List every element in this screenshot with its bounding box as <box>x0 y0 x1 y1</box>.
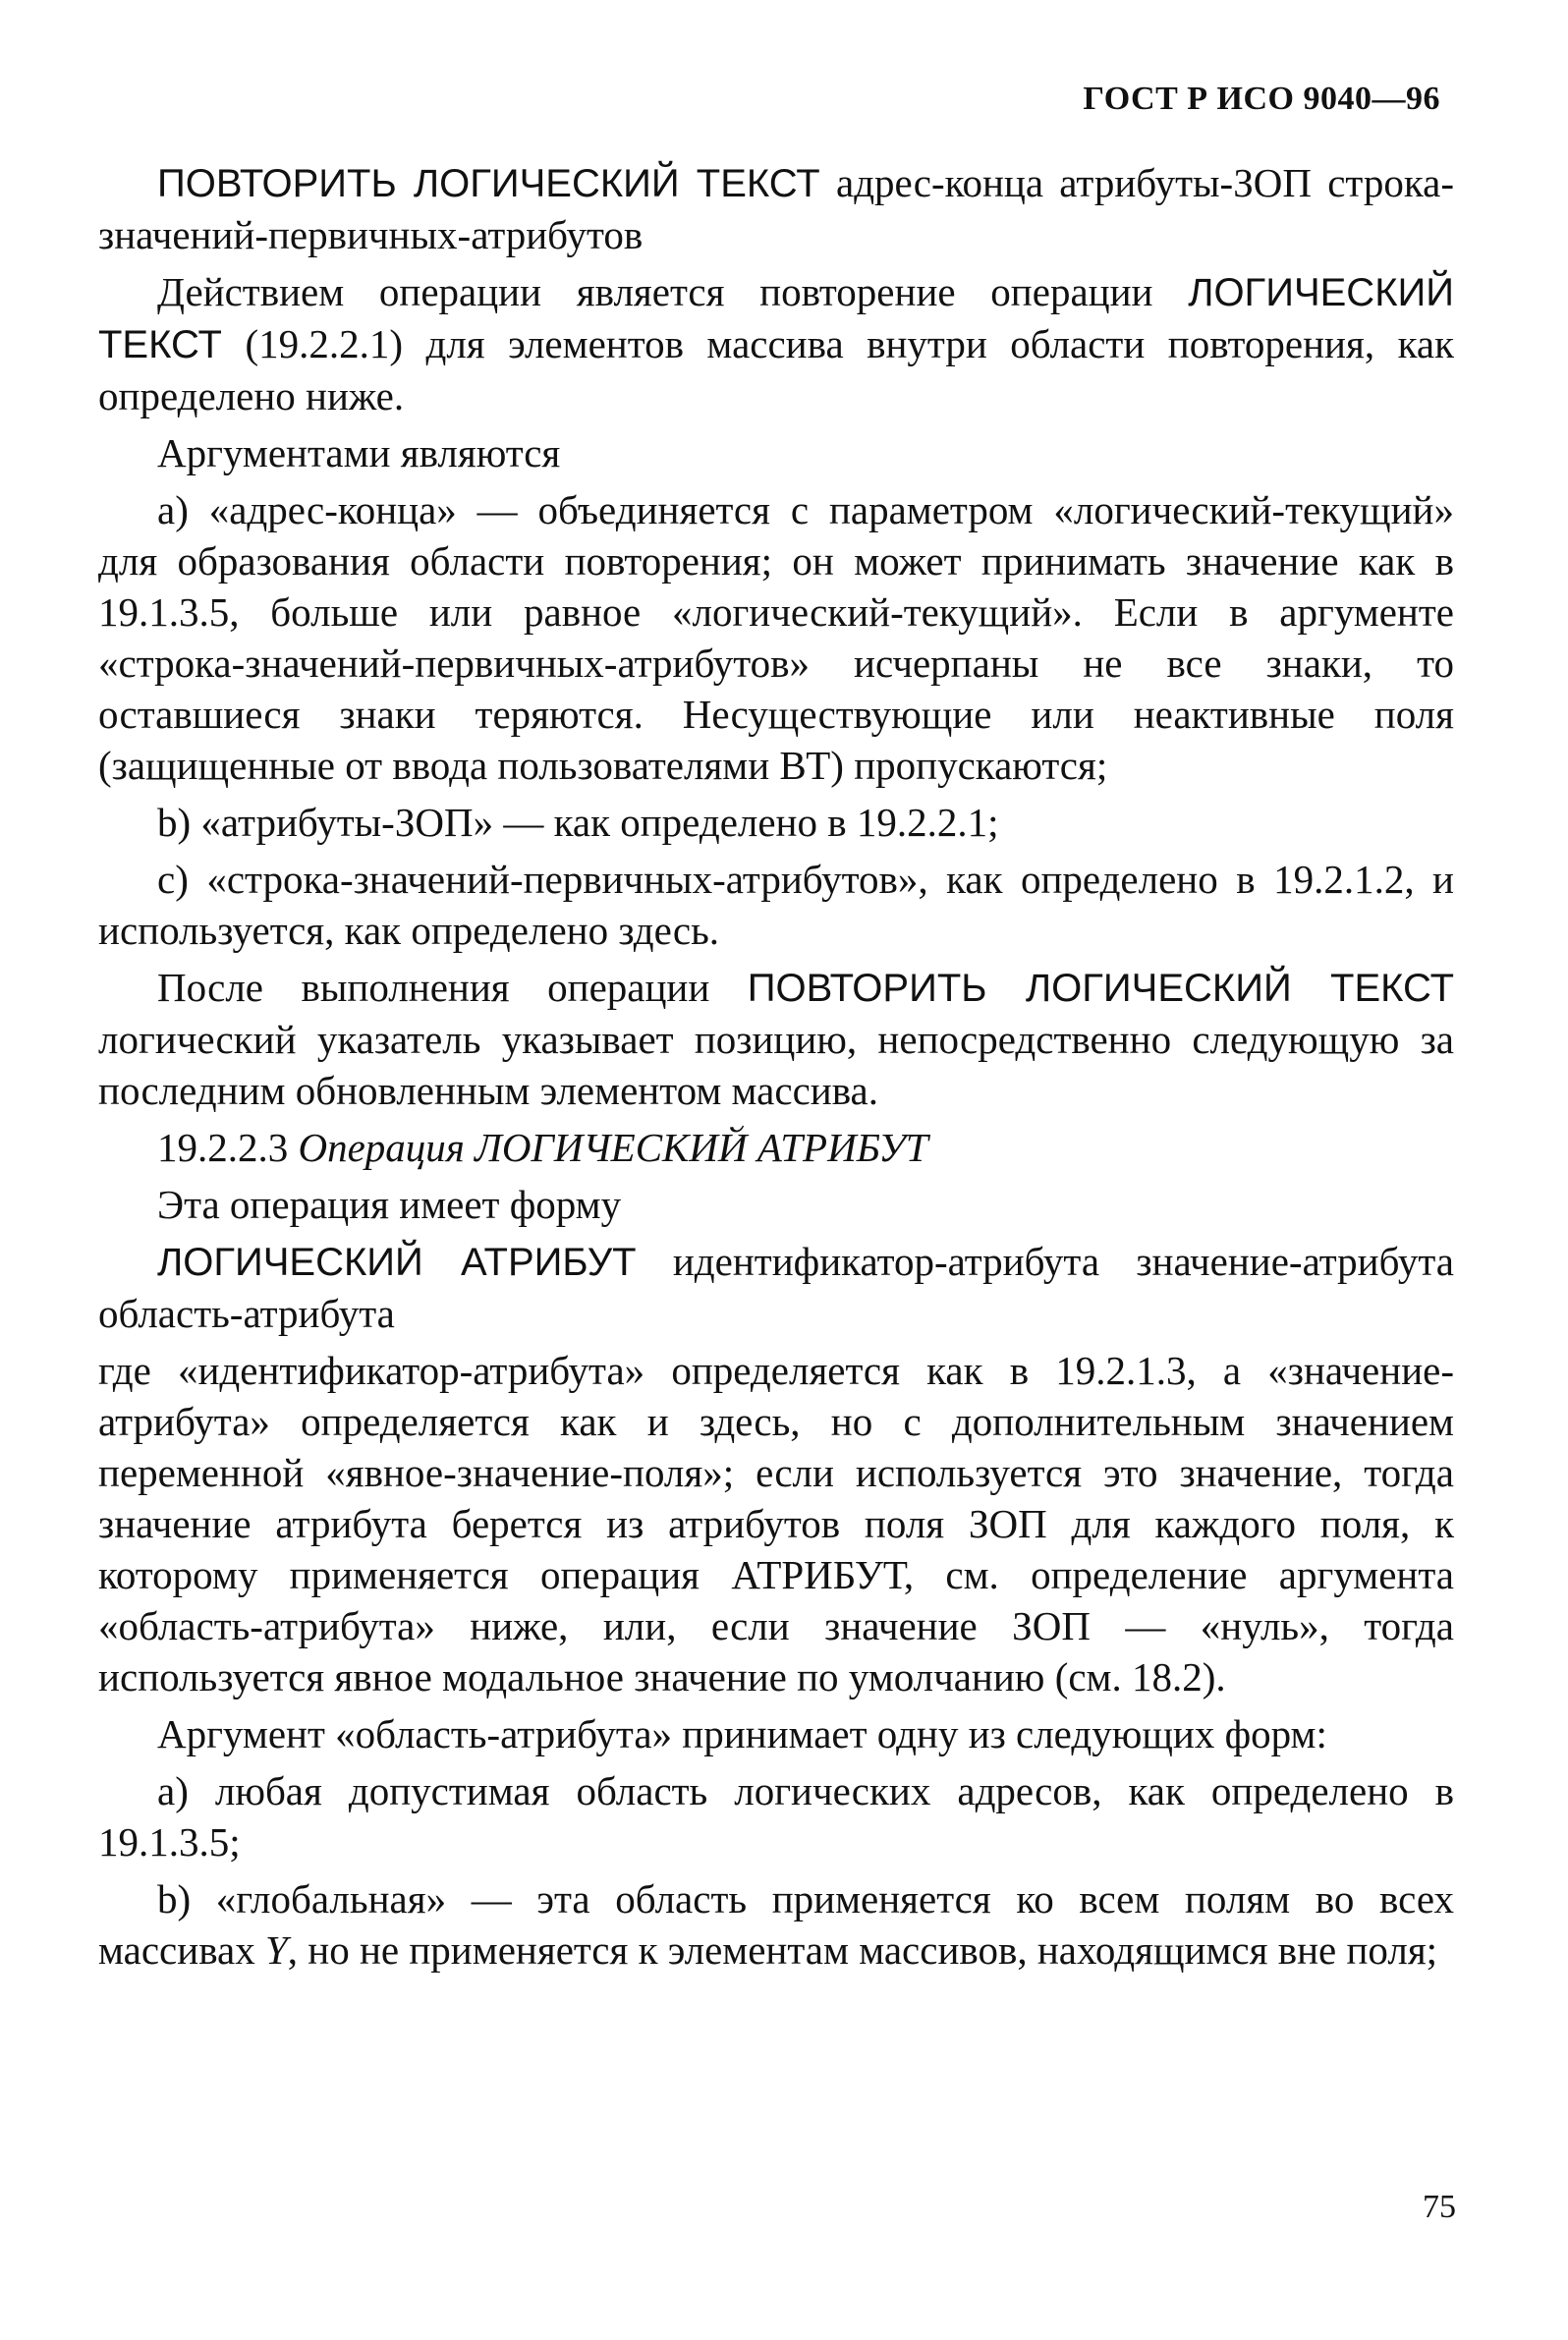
page-number: 75 <box>1423 2189 1456 2225</box>
list-item-a: a) «адрес-конца» — объединяется с параметром «логический-текущий» для образования области повторения; он может принимать значение как в 19.1.3.5, больше или равное «логический-текущий». Если в аргументе «строка-значений-первичных-атрибутов» исчерпаны не все знаки, то оставшиеся знаки теряются. Несуществующие или неактивные поля (защищенные от ввода пользователями ВТ) пропускаются; <box>98 487 1454 788</box>
paragraph-forms-intro: Аргумент «область-атрибута» принимает одну из следующих форм: <box>157 1711 1327 1756</box>
paragraph-form-intro: Эта операция имеет форму <box>157 1182 622 1227</box>
text-run: , но не применяется к элементам массивов, находящимся вне поля; <box>287 1927 1438 1973</box>
list-item-c: c) «строка-значений-первичных-атрибутов», как определено в 19.2.1.2, и используется, как определено здесь. <box>98 857 1454 953</box>
operation-arguments: идентификатор-атрибута значение-атрибута область-атрибута <box>98 1239 1454 1336</box>
document-header: ГОСТ Р ИСО 9040—96 <box>1083 81 1440 117</box>
operation-name: ПОВТОРИТЬ ЛОГИЧЕСКИЙ ТЕКСТ <box>747 967 1455 1010</box>
paragraph-where-clause: где «идентификатор-атрибута» определяется как в 19.2.1.3, а «значение-атрибута» определяется как и здесь, но с дополнительным значением переменной «явное-значение-поля»; если используется это значение, тогда значение атрибута берется из атрибутов поля ЗОП для каждого поля, к которому применяется операция АТРИБУТ, см. определение аргумента «область-атрибута» ниже, или, если значение ЗОП — «нуль», тогда используется явное модальное значение по умолчанию (см. 18.2). <box>98 1348 1454 1699</box>
paragraph-arguments-intro: Аргументами являются <box>157 430 561 475</box>
paragraph-description <box>98 266 1454 421</box>
text-run: Действием операции является повторение операции <box>157 269 1189 314</box>
list-item-a-2: a) любая допустимая область логических адресов, как определено в 19.1.3.5; <box>98 1768 1454 1865</box>
operation-name: ЛОГИЧЕСКИЙ ТЕКСТ <box>98 271 1454 366</box>
paragraph-operation-syntax-2 <box>98 1236 1454 1339</box>
variable-name: Y <box>264 1927 288 1973</box>
operation-name: ПОВТОРИТЬ ЛОГИЧЕСКИЙ ТЕКСТ <box>157 162 820 205</box>
paragraph-after-operation <box>98 962 1454 1116</box>
text-run: (19.2.2.1) для элементов массива внутри области повторения, как определено ниже. <box>98 321 1454 418</box>
list-item-b: b) «атрибуты-ЗОП» — как определено в 19.2.2.1; <box>157 800 999 845</box>
text-run: После выполнения операции <box>157 965 748 1010</box>
text-run: b) «глобальная» — эта область применяется ко всем полям во всех массивах <box>98 1876 1454 1973</box>
section-heading <box>98 1122 1454 1173</box>
paragraph-operation-syntax <box>98 157 1454 260</box>
text-run: логический указатель указывает позицию, непосредственно следующую за последним обновленным элементом массива. <box>98 1017 1454 1113</box>
section-number: 19.2.2.3 <box>157 1125 299 1170</box>
section-title: Операция ЛОГИЧЕСКИЙ АТРИБУТ <box>298 1125 928 1170</box>
operation-arguments: адрес-конца атрибуты-ЗОП строка-значений-первичных-атрибутов <box>98 160 1454 257</box>
operation-name: ЛОГИЧЕСКИЙ АТРИБУТ <box>157 1241 637 1284</box>
list-item-b-2 <box>98 1873 1454 1976</box>
document-body <box>98 157 1454 1981</box>
